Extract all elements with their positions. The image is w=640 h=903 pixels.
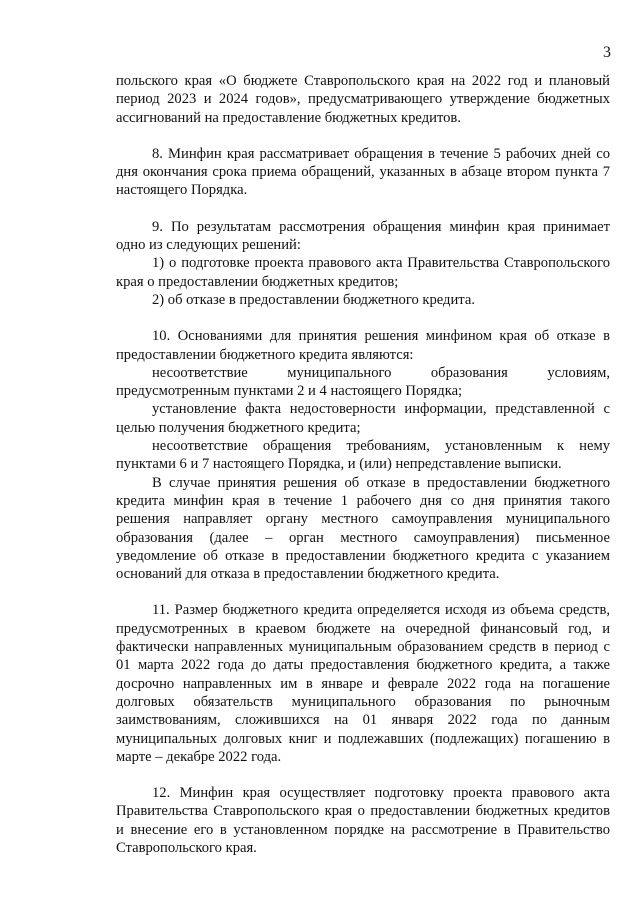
paragraph: 2) об отказе в предоставлении бюджетного кредита. [152, 291, 475, 308]
paragraph: польского края «О бюджете Ставропольского края на 2022 год и плановый период 2023 и 2024 годов», предусматривающего утверждение бюджетных ассигнований на предоставление бюджетных кредитов. [116, 73, 610, 126]
paragraph: 10. Основаниями для принятия решения минфином края об отказе в предоставлении бюджетного кредита являются: [116, 328, 610, 363]
paragraph: 9. По результатам рассмотрения обращения минфин края принимает одно из следующих решений: [116, 218, 610, 254]
paragraph: несоответствие муниципального образования условиям, предусмотренным пунктами 2 и 4 настоящего Порядка; [116, 364, 610, 400]
paragraph: В случае принятия решения об отказе в предоставлении бюджетного кредита минфин края в течение 1 рабочего дня со дня принятия такого решения направляет органу местного самоуправления муниципального образования (далее – орган местного самоуправления) письменное уведомление об отказе в предоставлении бюджетного кредита с указанием оснований для отказа в предоставлении бюджетного кредита. [116, 474, 610, 583]
paragraph: 12. Минфин края осуществляет подготовку проекта правового акта Правительства Ставропольского края о предоставлении бюджетных кредитов и внесение его в установленном порядке на рассмотрение в Правительство Ставропольского края. [116, 785, 610, 856]
paragraph: 11. Размер бюджетного кредита определяется исходя из объема средств, предусмотренных в краевом бюджете на очередной финансовый год, и фактически направленных муниципальным образованием средств в период с 01 марта 2022 года до даты предоставления бюджетного кредита, а также досрочно направленных им в январе и феврале 2022 года на погашение долговых обязательств муниципального образования по рыночным заимствованиям, сложившихся на 01 января 2022 года по данным муниципальных долговых книг и подлежавших (подлежащих) погашению в марте – декабре 2022 года. [116, 602, 610, 765]
paragraph: 8. Минфин края рассматривает обращения в течение 5 рабочих дней со дня окончания срока приема обращений, указанных в абзаце втором пункта 7 настоящего Порядка. [116, 145, 610, 199]
page-number: 3 [603, 44, 611, 61]
paragraph: несоответствие обращения требованиям, установленным к нему пунктами 6 и 7 настоящего Порядка, и (или) непредставление выписки. [116, 438, 610, 473]
paragraph: установление факта недостоверности информации, представленной с целью получения бюджетного кредита; [116, 401, 610, 436]
document-body [116, 72, 610, 857]
paragraph: 1) о подготовке проекта правового акта Правительства Ставропольского края о предоставлении бюджетных кредитов; [116, 255, 610, 290]
